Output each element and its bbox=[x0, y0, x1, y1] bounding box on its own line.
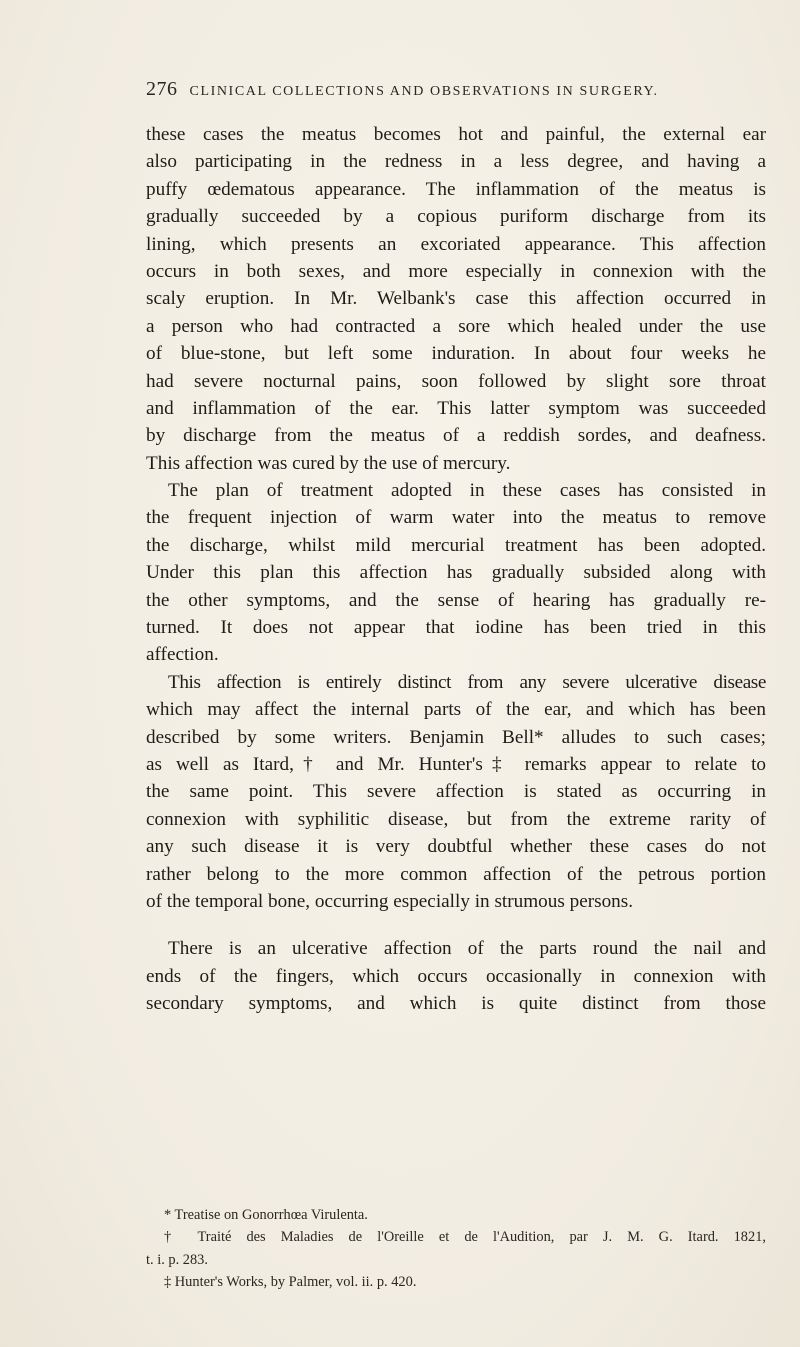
page-number: 276 bbox=[146, 78, 178, 100]
footnote: ‡ Hunter's Works, by Palmer, vol. ii. p. 420. bbox=[164, 1274, 417, 1291]
footnotes bbox=[146, 1204, 766, 1294]
body-text bbox=[146, 121, 766, 1018]
text-line: This affection is entirely distinct from any severe ulcerative disease bbox=[168, 671, 766, 693]
text-line: ends of the fingers, which occurs occasionally in connexion with bbox=[146, 965, 766, 987]
text-line: as well as Itard,† and Mr. Hunter's‡ remarks appear to relate to bbox=[146, 753, 766, 775]
footnote: † Traité des Maladies de l'Oreille et de l'Audition, par J. M. G. Itard. 1821, bbox=[164, 1229, 766, 1246]
running-head: CLINICAL COLLECTIONS AND OBSERVATIONS IN SURGERY. bbox=[189, 84, 659, 99]
text-line: and inflammation of the ear. This latter symptom was succeeded bbox=[146, 397, 766, 419]
text-line: had severe nocturnal pains, soon followed by slight sore throat bbox=[146, 370, 766, 392]
text-line: which may affect the internal parts of the ear, and which has been bbox=[146, 699, 766, 721]
text-line: turned. It does not appear that iodine has been tried in this bbox=[146, 617, 766, 639]
text-line: There is an ulcerative affection of the parts round the nail and bbox=[168, 938, 766, 960]
text-line: affection. bbox=[146, 644, 219, 666]
text-line: described by some writers. Benjamin Bell* alludes to such cases; bbox=[146, 726, 766, 748]
footnote: * Treatise on Gonorrhœa Virulenta. bbox=[164, 1207, 368, 1223]
text-line: also participating in the redness in a less degree, and having a bbox=[146, 151, 766, 173]
text-line: the frequent injection of warm water into the meatus to remove bbox=[146, 507, 766, 529]
paragraph bbox=[146, 477, 766, 669]
text-line: scaly eruption. In Mr. Welbank's case this affection occurred in bbox=[146, 288, 766, 310]
text-line: by discharge from the meatus of a reddish sordes, and deafness. bbox=[146, 425, 766, 447]
text-line: The plan of treatment adopted in these cases has consisted in bbox=[168, 480, 766, 502]
footnote-continuation: t. i. p. 283. bbox=[146, 1251, 208, 1268]
text-line: occurs in both sexes, and more especially in connexion with the bbox=[146, 260, 766, 282]
text-line: lining, which presents an excoriated appearance. This affection bbox=[146, 233, 766, 255]
text-line: This affection was cured by the use of mercury. bbox=[146, 452, 511, 474]
text-line: the other symptoms, and the sense of hearing has gradually re- bbox=[146, 589, 766, 611]
text-line: the same point. This severe affection is stated as occurring in bbox=[146, 781, 766, 803]
paragraph bbox=[146, 935, 766, 1017]
paragraph bbox=[146, 669, 766, 916]
text-line: Under this plan this affection has gradually subsided along with bbox=[146, 562, 766, 584]
text-line: puffy œdematous appearance. The inflammation of the meatus is bbox=[146, 178, 766, 200]
text-line: secondary symptoms, and which is quite distinct from those bbox=[146, 993, 766, 1015]
paragraph bbox=[146, 121, 766, 477]
text-line: connexion with syphilitic disease, but from the extreme rarity of bbox=[146, 808, 766, 830]
text-line: of blue-stone, but left some induration. In about four weeks he bbox=[146, 343, 766, 365]
text-line: a person who had contracted a sore which healed under the use bbox=[146, 315, 766, 337]
page-header bbox=[146, 78, 786, 108]
text-line: gradually succeeded by a copious puriform discharge from its bbox=[146, 206, 766, 228]
text-line: of the temporal bone, occurring especially in strumous persons. bbox=[146, 890, 634, 912]
paragraph-gap bbox=[146, 915, 766, 935]
text-line: rather belong to the more common affection of the petrous portion bbox=[146, 863, 766, 885]
text-line: the discharge, whilst mild mercurial treatment has been adopted. bbox=[146, 534, 766, 556]
text-line: these cases the meatus becomes hot and painful, the external ear bbox=[146, 124, 766, 145]
text-line: any such disease it is very doubtful whether these cases do not bbox=[146, 836, 766, 858]
